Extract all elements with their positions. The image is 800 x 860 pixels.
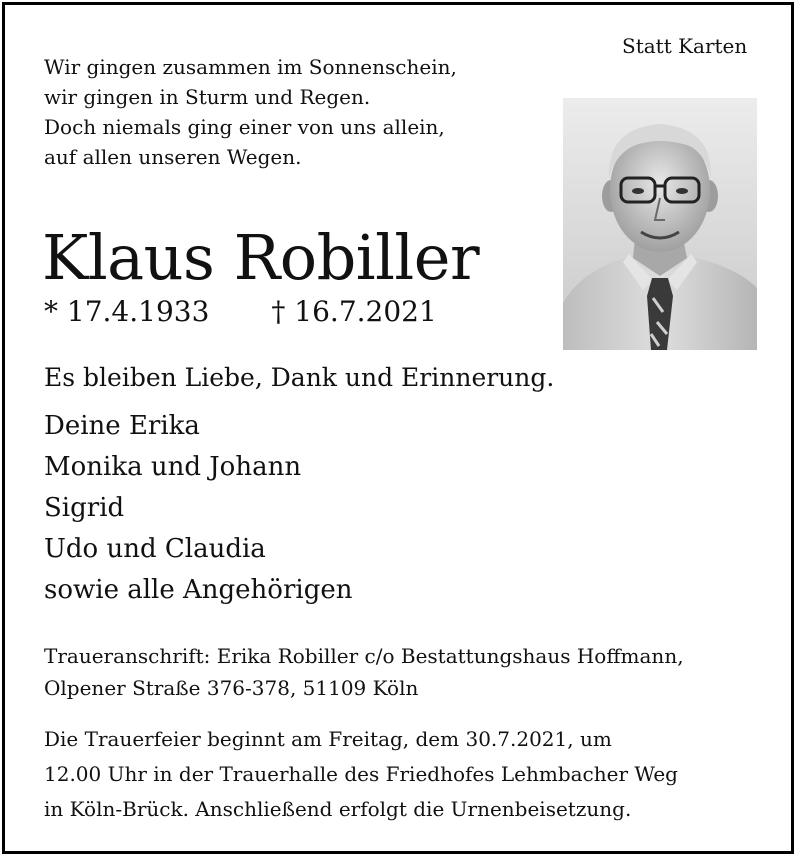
poem-line: Doch niemals ging einer von uns allein, [44, 115, 445, 139]
deceased-name: Klaus Robiller [42, 221, 480, 294]
mourner: Sigrid [44, 493, 125, 523]
poem [44, 52, 457, 172]
ceremony-line: Die Trauerfeier beginnt am Freitag, dem 30.7.2021, um [44, 727, 612, 751]
death-date: † 16.7.2021 [271, 295, 437, 328]
ceremony-line: in Köln-Brück. Anschließend erfolgt die Urnenbeisetzung. [44, 797, 632, 821]
mourner: Udo und Claudia [44, 534, 266, 564]
mourner: Deine Erika [44, 411, 200, 441]
address-line: Traueranschrift: Erika Robiller c/o Bestattungshaus Hoffmann, [44, 644, 684, 668]
birth-date: * 17.4.1933 [44, 295, 210, 328]
mourning-address [44, 640, 684, 704]
mourner: sowie alle Angehörigen [44, 575, 353, 605]
portrait-photo [563, 98, 757, 350]
address-line: Olpener Straße 376-378, 51109 Köln [44, 676, 419, 700]
mourners-list [44, 406, 352, 611]
ceremony-line: 12.00 Uhr in der Trauerhalle des Friedhofes Lehmbacher Weg [44, 762, 678, 786]
tribute-line: Es bleiben Liebe, Dank und Erinnerung. [44, 363, 555, 392]
poem-line: auf allen unseren Wegen. [44, 145, 302, 169]
mourner: Monika und Johann [44, 452, 302, 482]
poem-line: wir gingen in Sturm und Regen. [44, 85, 371, 109]
poem-line: Wir gingen zusammen im Sonnenschein, [44, 55, 457, 79]
statt-karten-label: Statt Karten [622, 34, 748, 58]
life-dates [44, 294, 437, 330]
ceremony-info [44, 722, 678, 827]
